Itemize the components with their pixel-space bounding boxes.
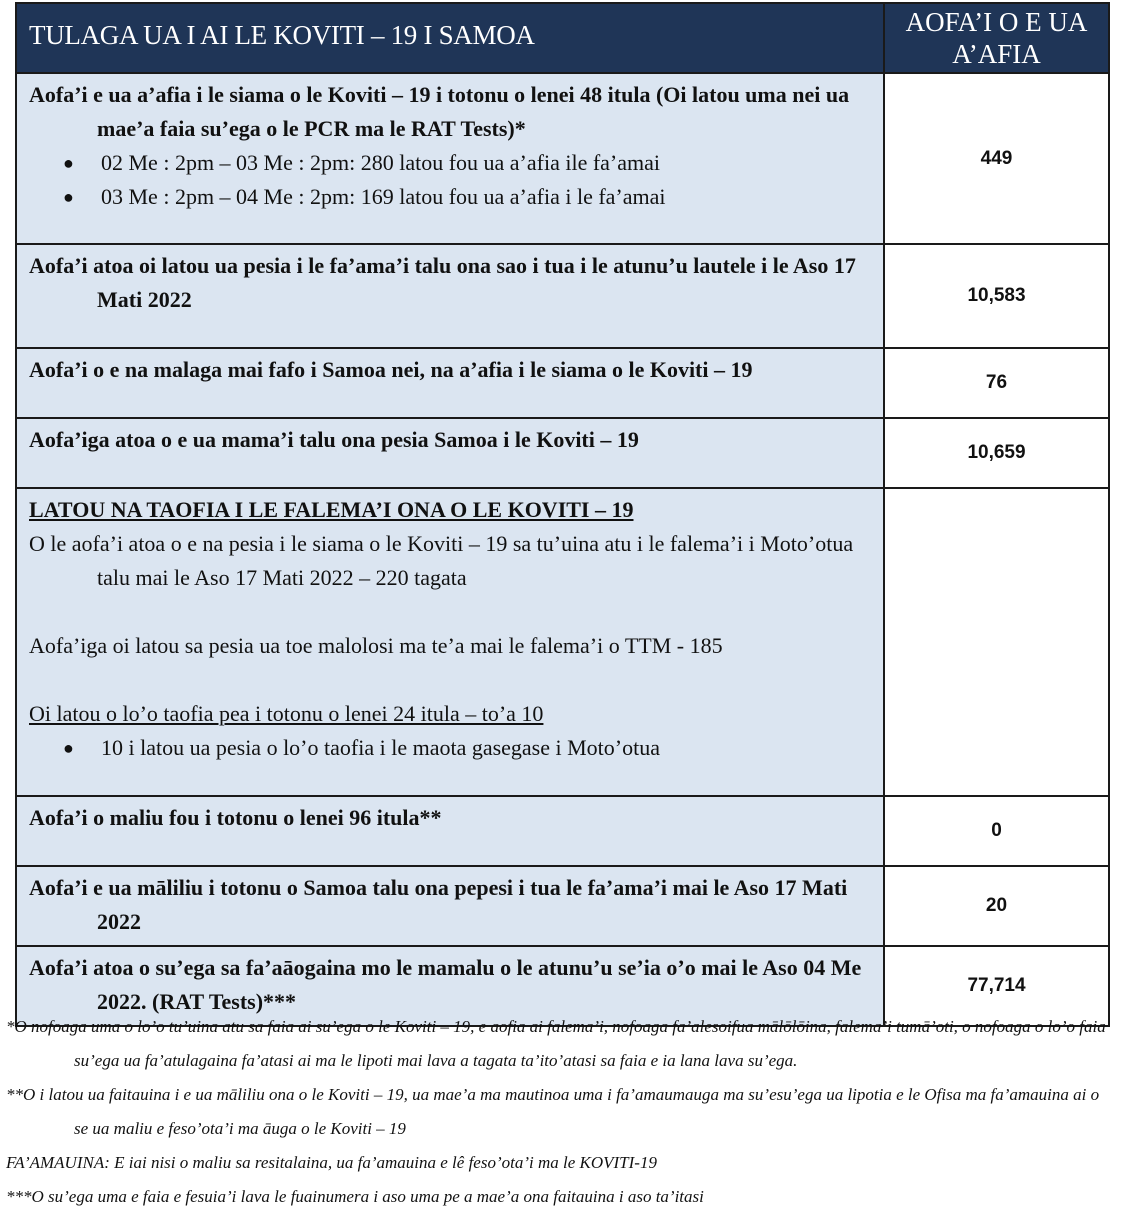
table-row — [16, 488, 1109, 796]
table-row — [16, 244, 1109, 348]
row-value: 10,583 — [884, 244, 1109, 348]
footnote: **O i latou ua faitauina i e ua māliliu ona o le Koviti – 19, ua mae’a ma mautinoa uma i fa’amaumauga ma su’esu’ega ua lipotia e le Ofisa ma fa’amauina ai o se ua maliu e feso’ota’i ma āuga o le Koviti – 19 — [6, 1085, 1100, 1138]
table-header-row — [16, 3, 1109, 73]
row-label-cell — [16, 488, 884, 796]
list-item-text: 02 Me : 2pm – 03 Me : 2pm: 280 latou fou ua a’afia ile fa’amai — [101, 150, 661, 175]
row-subheading: Oi latou o lo’o taofia pea i totonu o lenei 24 itula – to’a 10 — [29, 701, 544, 726]
row-text: O le aofa’i atoa o e na pesia i le siama o le Koviti – 19 sa tu’uina atu i le falema’i i Moto’otua talu mai le Aso 17 Mati 2022 – 220 tagata — [29, 531, 854, 590]
row-label: Aofa’i atoa o su’ega sa fa’aāogaina mo le mamalu o le atunu’u se’ia o’o mai le Aso 04 Me 2022. (RAT Tests)*** — [29, 955, 862, 1014]
footnotes — [6, 1010, 1106, 1214]
list-item — [29, 731, 873, 765]
list-item — [29, 146, 873, 180]
row-label-cell — [16, 866, 884, 946]
covid-status-table — [15, 2, 1110, 1027]
row-label-cell — [16, 244, 884, 348]
section-heading: LATOU NA TAOFIA I LE FALEMA’I ONA O LE KOVITI – 19 — [29, 497, 634, 522]
table-row — [16, 866, 1109, 946]
row-value: 449 — [884, 73, 1109, 244]
row-value: 10,659 — [884, 418, 1109, 488]
row-label-cell — [16, 418, 884, 488]
value-column-header: AOFA’I O E UA A’AFIA — [884, 3, 1109, 73]
row-value: 77,714 — [884, 946, 1109, 1026]
bullet-icon: ● — [63, 153, 74, 173]
row-label: Aofa’iga atoa o e ua mama’i talu ona pesia Samoa i le Koviti – 19 — [29, 427, 639, 452]
list-item-text: 03 Me : 2pm – 04 Me : 2pm: 169 latou fou ua a’afia i le fa’amai — [101, 184, 666, 209]
row-value: 20 — [884, 866, 1109, 946]
row-label-cell — [16, 73, 884, 244]
row-value: 0 — [884, 796, 1109, 866]
row-label-cell — [16, 796, 884, 866]
row-label: Aofa’i atoa oi latou ua pesia i le fa’ama’i talu ona sao i tua i le atunu’u lautele i le Aso 17 Mati 2022 — [29, 253, 856, 312]
footnote: ***O su’ega uma e faia e fesuia’i lava le fuainumera i aso uma pe a mae’a ona faitauina i aso ta’itasi — [6, 1187, 704, 1206]
table-title: TULAGA UA I AI LE KOVITI – 19 I SAMOA — [16, 3, 884, 73]
table-row — [16, 796, 1109, 866]
table-row — [16, 73, 1109, 244]
row-text: Aofa’iga oi latou sa pesia ua toe malolosi ma te’a mai le falema’i o TTM - 185 — [29, 633, 723, 658]
row-label: Aofa’i o maliu fou i totonu o lenei 96 itula** — [29, 805, 442, 830]
footnote: *O nofoaga uma o lo’o tu’uina atu sa faia ai su’ega o le Koviti – 19, e aofia ai falema’i, nofoaga fa’alesoifua mālōlōina, falema’i tumā’oti, o nofoaga o lo’o faia su’ega ua fa’atulagaina fa’atasi ai ma le lipoti mai lava a tagata ta’ito’atasi sa faia e ia lana lava su’ega. — [6, 1017, 1106, 1070]
covid-status-sheet — [15, 2, 1108, 1027]
bullet-icon: ● — [63, 738, 74, 758]
table-row — [16, 418, 1109, 488]
footnote: FA’AMAUINA: E iai nisi o maliu sa resitalaina, ua fa’amauina e lê feso’ota’i ma le KOVITI-19 — [6, 1153, 657, 1172]
bullet-icon: ● — [63, 187, 74, 207]
row-label: Aofa’i e ua māliliu i totonu o Samoa talu ona pepesi i tua le fa’ama’i mai le Aso 17 Mati 2022 — [29, 875, 848, 934]
row-label: Aofa’i o e na malaga mai fafo i Samoa nei, na a’afia i le siama o le Koviti – 19 — [29, 357, 753, 382]
list-item — [29, 180, 873, 214]
row-value — [884, 488, 1109, 796]
list-item-text: 10 i latou ua pesia o lo’o taofia i le maota gasegase i Moto’otua — [101, 735, 661, 760]
row-label: Aofa’i e ua a’afia i le siama o le Koviti – 19 i totonu o lenei 48 itula (Oi latou uma nei ua mae’a faia su’ega o le PCR ma le RAT Tests)* — [29, 82, 850, 141]
row-label-cell — [16, 348, 884, 418]
row-value: 76 — [884, 348, 1109, 418]
table-row — [16, 348, 1109, 418]
